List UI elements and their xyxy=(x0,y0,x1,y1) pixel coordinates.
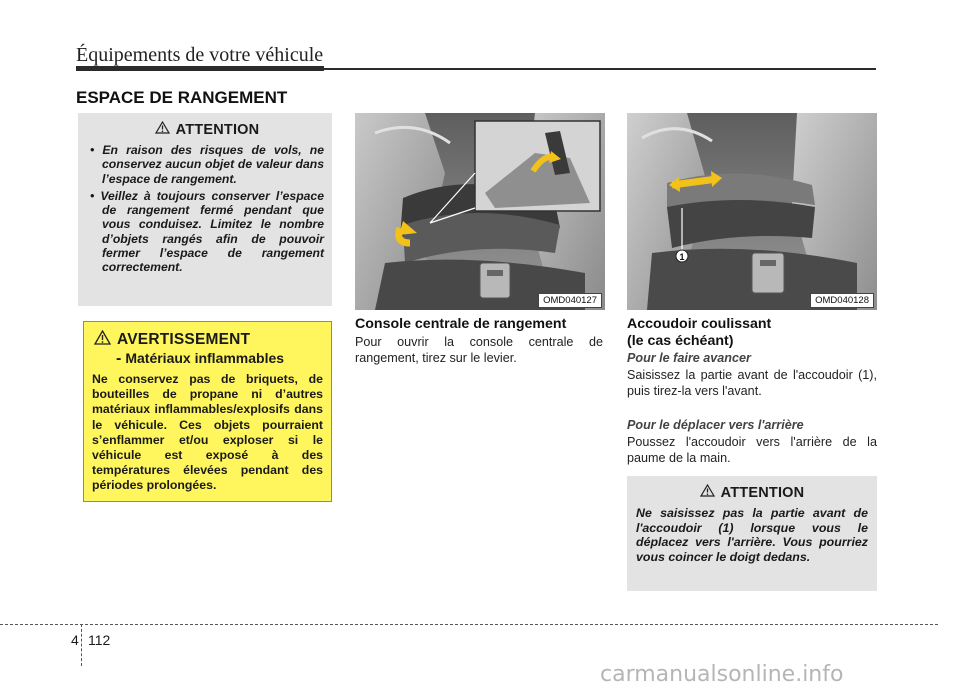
console-body: Pour ouvrir la console centrale de rangement, tirez sur le levier. xyxy=(355,335,603,365)
back-body: Poussez l'accoudoir vers l'arrière de la paume de la main. xyxy=(627,435,877,465)
image-code: OMD040128 xyxy=(810,293,874,308)
forward-heading: Pour le faire avancer xyxy=(627,351,751,365)
chapter-title: Équipements de votre véhicule xyxy=(76,44,324,66)
console-photo xyxy=(355,113,605,310)
section-title: ESPACE DE RANGEMENT xyxy=(76,88,288,107)
armrest-title: Accoudoir coulissant (le cas échéant) xyxy=(627,316,772,349)
caution-item: • En raison des risques de vols, ne conservez aucun objet de valeur dans l’espace de rangement. xyxy=(90,143,324,186)
back-heading: Pour le déplacer vers l'arrière xyxy=(627,418,804,432)
caution-header xyxy=(636,484,868,502)
warning-subheading: - Matériaux inflammables xyxy=(116,350,285,367)
watermark: carmanualsonline.info xyxy=(600,662,844,687)
warning-box xyxy=(83,321,332,502)
caution-item: • Veillez à toujours conserver l’espace de rangement fermé pendant que vous conduisez. Limitez le nombre d’objets rangés afin de pouvoir fermer l’espace de rangement correctement. xyxy=(90,188,324,275)
caution-body: Ne saisissez pas la partie avant de l'accoudoir (1) lorsque vous le déplacez vers l'arrière. Vous pourriez vous coincer le doigt dedans. xyxy=(636,506,868,564)
caution-heading: ATTENTION xyxy=(175,122,260,138)
warning-body: Ne conservez pas de briquets, de bouteilles de propane ni d’autres matériaux inflammables/explosifs dans le véhicule. Ces objets pourraient s’enflammer et/ou exploser si le véhicule est exposé à des températures élevées pendant des périodes prolongées. xyxy=(92,372,323,493)
forward-body: Saisissez la partie avant de l'accoudoir (1), puis tirez-la vers l'avant. xyxy=(627,368,877,398)
header-rule xyxy=(76,66,876,71)
warning-triangle-icon xyxy=(94,330,111,350)
caution-box-2 xyxy=(627,476,877,591)
image-code: OMD040127 xyxy=(538,293,602,308)
console-title: Console centrale de rangement xyxy=(355,316,567,332)
footer-rule xyxy=(0,624,938,625)
callout-number: 1 xyxy=(679,252,685,262)
caution-header xyxy=(90,121,324,139)
caution-box xyxy=(78,113,332,306)
warning-heading: AVERTISSEMENT xyxy=(117,331,251,348)
warning-header xyxy=(92,330,323,350)
chapter-number: 4 xyxy=(71,632,79,648)
caution-heading: ATTENTION xyxy=(720,485,805,501)
caution-list xyxy=(90,143,324,275)
armrest-photo xyxy=(627,113,877,310)
page-number: 112 xyxy=(88,632,111,648)
warning-triangle-icon xyxy=(700,484,715,502)
warning-triangle-icon xyxy=(155,121,170,139)
footer-divider xyxy=(81,624,82,666)
